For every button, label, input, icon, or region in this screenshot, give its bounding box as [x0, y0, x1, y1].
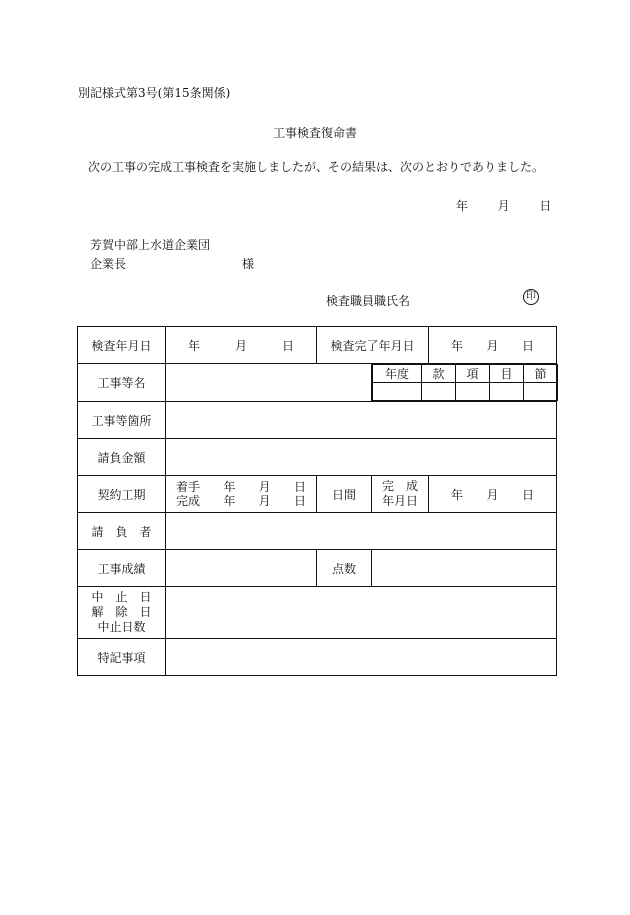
- amount-label: 請負金額: [78, 439, 166, 476]
- start-year: 年: [223, 480, 236, 494]
- start-month: 月: [258, 480, 271, 494]
- location-label: 工事等箇所: [78, 402, 166, 439]
- notes-label: 特記事項: [78, 639, 166, 676]
- date-year: 年: [456, 199, 469, 213]
- suspension-label-1: 中 止 日: [91, 590, 152, 604]
- suspension-label: [78, 587, 166, 639]
- table-row: [78, 639, 557, 676]
- date-month: 月: [497, 199, 510, 213]
- result-cell[interactable]: [166, 550, 317, 587]
- complete-month: 月: [486, 487, 499, 502]
- days-label: 日間: [317, 476, 372, 513]
- budget-moku-label: 目: [490, 365, 524, 383]
- finish-label: 完成: [176, 494, 201, 508]
- complete-label-line-2: 年月日: [382, 494, 419, 508]
- work-name-cell[interactable]: [166, 364, 372, 402]
- contractor-cell[interactable]: [166, 513, 557, 550]
- complete-day: 日: [521, 487, 534, 502]
- intro-text: 次の工事の完成工事検査を実施しましたが、その結果は、次のとおりでありました。: [88, 160, 545, 174]
- completion-day: 日: [521, 338, 534, 353]
- table-row: [78, 364, 557, 402]
- score-cell[interactable]: [372, 550, 557, 587]
- location-cell[interactable]: [166, 402, 557, 439]
- table-row: [78, 402, 557, 439]
- budget-year-label: 年度: [373, 365, 422, 383]
- amount-cell[interactable]: [166, 439, 557, 476]
- complete-date-cell[interactable]: [429, 476, 557, 513]
- score-label: 点数: [317, 550, 372, 587]
- table-row: [78, 513, 557, 550]
- budget-setsu-value[interactable]: [524, 383, 558, 401]
- completion-date-label: 検査完了年月日: [317, 327, 429, 364]
- organization-name: 芳賀中部上水道企業団: [90, 238, 211, 252]
- budget-kou-value[interactable]: [456, 383, 490, 401]
- form-number: 別記様式第3号(第15条関係): [78, 86, 231, 100]
- budget-cell: [372, 364, 557, 402]
- contractor-label: 請 負 者: [78, 513, 166, 550]
- table-row: [78, 476, 557, 513]
- complete-year: 年: [451, 487, 464, 502]
- inspection-year: 年: [188, 338, 201, 353]
- table-row: [78, 439, 557, 476]
- result-label: 工事成績: [78, 550, 166, 587]
- honorific: 様: [242, 257, 255, 271]
- suspension-label-2: 解 除 日: [91, 605, 152, 619]
- period-label: 契約工期: [78, 476, 166, 513]
- inspector-label: 検査職員職氏名: [326, 294, 411, 308]
- inspection-date-label: 検査年月日: [78, 327, 166, 364]
- start-label: 着手: [176, 480, 201, 494]
- completion-month: 月: [486, 338, 499, 353]
- suspension-label-3: 中止日数: [97, 620, 146, 634]
- work-name-label: 工事等名: [78, 364, 166, 402]
- budget-year-value[interactable]: [373, 383, 422, 401]
- complete-label-line-1: 完 成: [382, 479, 419, 493]
- inspection-month: 月: [234, 338, 247, 353]
- finish-day: 日: [293, 494, 306, 508]
- suspension-cell[interactable]: [166, 587, 557, 639]
- table-row: [78, 587, 557, 639]
- date-day: 日: [539, 199, 552, 213]
- chief-title: 企業長: [90, 257, 127, 271]
- seal-mark: 印: [523, 289, 539, 305]
- notes-cell[interactable]: [166, 639, 557, 676]
- completion-year: 年: [451, 338, 464, 353]
- finish-year: 年: [223, 494, 236, 508]
- table-row: [78, 550, 557, 587]
- report-date: [456, 197, 551, 214]
- budget-moku-value[interactable]: [490, 383, 524, 401]
- table-row: [78, 327, 557, 364]
- period-cell[interactable]: [166, 476, 317, 513]
- budget-kou-label: 項: [456, 365, 490, 383]
- document-title: 工事検査復命書: [272, 126, 357, 140]
- start-day: 日: [293, 480, 306, 494]
- completion-date-cell[interactable]: [429, 327, 557, 364]
- budget-kan-value[interactable]: [422, 383, 456, 401]
- inspection-day: 日: [281, 338, 294, 353]
- finish-month: 月: [258, 494, 271, 508]
- inspection-date-cell[interactable]: [166, 327, 317, 364]
- inspection-report-table: [77, 326, 557, 676]
- budget-setsu-label: 節: [524, 365, 558, 383]
- budget-kan-label: 款: [422, 365, 456, 383]
- complete-label: [372, 476, 429, 513]
